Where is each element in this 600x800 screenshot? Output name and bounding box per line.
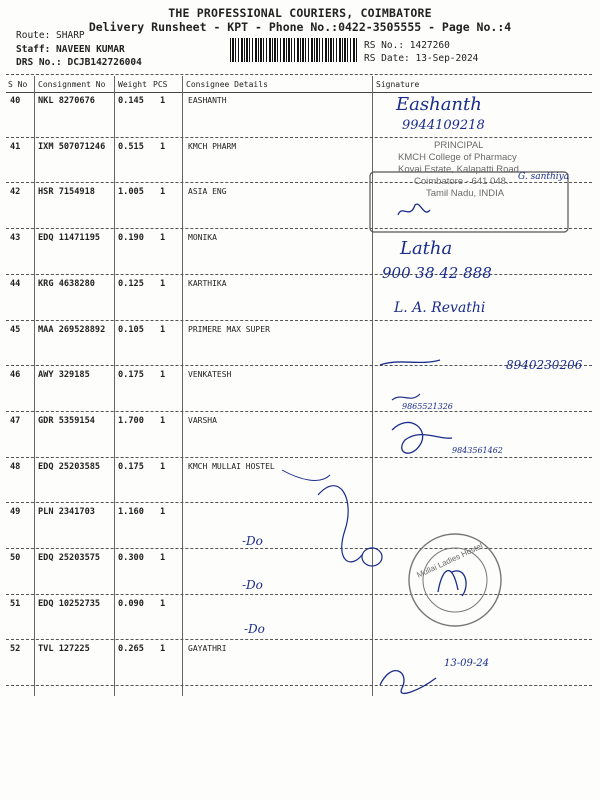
row-consignee: KARTHIKA: [188, 278, 227, 288]
row-consignee: ASIA ENG: [188, 187, 227, 197]
row-consignment-no: MAA 269528892: [38, 324, 106, 335]
row-pcs: 1: [160, 96, 166, 106]
handwritten-phone: 9843561462: [452, 446, 503, 455]
row-weight: 0.105: [118, 324, 144, 335]
col-consignee: Consignee Details: [186, 80, 268, 89]
row-weight: 0.265: [118, 644, 144, 655]
route-label: Route: SHARP: [16, 30, 85, 41]
staff-label: Staff: NAVEEN KUMAR: [16, 44, 125, 55]
row-consignment-no: KRG 4638280: [38, 278, 95, 289]
row-sno: 47: [10, 415, 21, 426]
runsheet-subtitle: Delivery Runsheet - KPT - Phone No.:0422-3505555 - Page No.:4: [88, 20, 512, 34]
row-consignee: VENKATESH: [188, 370, 232, 380]
handwritten-date: 13-09-24: [444, 658, 489, 669]
row-pcs: 1: [160, 324, 166, 335]
rs-number: RS No.: 1427260: [364, 40, 450, 51]
row-weight: 0.090: [118, 598, 144, 609]
row-sno: 43: [10, 233, 21, 244]
row-sno: 41: [10, 141, 21, 152]
row-sno: 40: [10, 96, 21, 106]
row-consignee: EASHANTH: [188, 96, 227, 105]
row-consignee: PRIMERE MAX SUPER: [188, 324, 270, 334]
col-sno: S No: [8, 80, 28, 89]
row-pcs: 1: [160, 370, 166, 381]
row-consignment-no: IXM 507071246: [38, 141, 106, 152]
row-sno: 52: [10, 644, 21, 655]
row-weight: 0.145: [118, 96, 144, 106]
row-consignment-no: EDQ 10252735: [38, 598, 101, 609]
row-pcs: 1: [160, 461, 166, 472]
row-consignment-no: GDR 5359154: [38, 415, 95, 426]
row-pcs: 1: [160, 141, 166, 152]
row-consignment-no: EDQ 25203575: [38, 553, 101, 563]
row-pcs: 1: [160, 644, 166, 655]
row-sno: 46: [10, 370, 21, 381]
row-consignee: GAYATHRI: [188, 644, 227, 654]
row-pcs: 1: [160, 187, 166, 198]
row-pcs: 1: [160, 278, 166, 289]
row-consignee: KMCH MULLAI HOSTEL: [188, 461, 275, 471]
row-pcs: 1: [160, 415, 166, 426]
row-sno: 42: [10, 187, 21, 198]
row-weight: 0.125: [118, 278, 144, 289]
row-consignment-no: PLN 2341703: [38, 507, 95, 518]
row-sno: 45: [10, 324, 21, 335]
row-consignee: KMCH PHARM: [188, 141, 237, 151]
row-weight: 0.190: [118, 233, 144, 244]
row-pcs: 1: [160, 553, 166, 563]
handwritten-phone: 900 38 42 888: [382, 264, 492, 282]
row-consignment-no: HSR 7154918: [38, 187, 95, 198]
row-consignment-no: TVL 127225: [38, 644, 90, 655]
stamp-text: PRINCIPAL: [434, 140, 484, 151]
handwritten-phone: 9944109218: [402, 118, 485, 133]
row-consignment-no: NKL 8270676: [38, 96, 95, 106]
row-sno: 50: [10, 553, 21, 563]
ditto-mark: -Do: [244, 622, 265, 636]
row-pcs: 1: [160, 598, 166, 609]
row-consignment-no: EDQ 11471195: [38, 233, 101, 244]
col-pcs: PCS: [153, 80, 168, 89]
drs-number: DRS No.: DCJB142726004: [16, 57, 142, 68]
row-weight: 1.160: [118, 507, 144, 518]
col-consignment: Consignment No: [38, 80, 106, 89]
row-weight: 0.515: [118, 141, 144, 152]
row-weight: 0.300: [118, 553, 144, 563]
row-consignee: MONIKA: [188, 233, 217, 243]
row-consignment-no: AWY 329185: [38, 370, 90, 381]
handwritten-phone: 9865521326: [402, 402, 453, 411]
handwritten-signature: Latha: [400, 238, 453, 259]
stamp-text: Kovai Estate, Kalapatti Road: [398, 164, 519, 175]
row-consignment-no: EDQ 25203585: [38, 461, 101, 472]
handwritten-signature: L. A. Revathi: [394, 300, 486, 316]
stamp-text: KMCH College of Pharmacy: [398, 152, 517, 163]
ditto-mark: -Do: [242, 578, 263, 592]
row-weight: 0.175: [118, 461, 144, 472]
stamp-text: Coimbatore - 641 048.: [414, 176, 509, 187]
row-weight: 1.700: [118, 415, 144, 426]
col-weight: Weight: [118, 80, 147, 89]
row-sno: 49: [10, 507, 21, 518]
col-signature: Signature: [376, 80, 420, 89]
handwritten-phone: 8940230206: [506, 358, 583, 372]
row-weight: 1.005: [118, 187, 144, 198]
handwritten-name: G. santhiya: [518, 172, 570, 182]
page-title: THE PROFESSIONAL COURIERS, COIMBATORE: [168, 6, 432, 20]
row-sno: 44: [10, 278, 21, 289]
row-pcs: 1: [160, 233, 166, 244]
row-pcs: 1: [160, 507, 166, 518]
row-consignee: VARSHA: [188, 415, 217, 425]
hostel-seal-text: Mullai Ladies Hostel: [415, 541, 485, 580]
row-weight: 0.175: [118, 370, 144, 381]
stamp-text: Tamil Nadu, INDIA: [426, 188, 505, 199]
handwritten-signature: Eashanth: [396, 94, 482, 115]
ditto-mark: -Do: [242, 534, 263, 548]
rs-date: RS Date: 13-Sep-2024: [364, 53, 479, 64]
row-sno: 48: [10, 461, 21, 472]
row-sno: 51: [10, 598, 21, 609]
